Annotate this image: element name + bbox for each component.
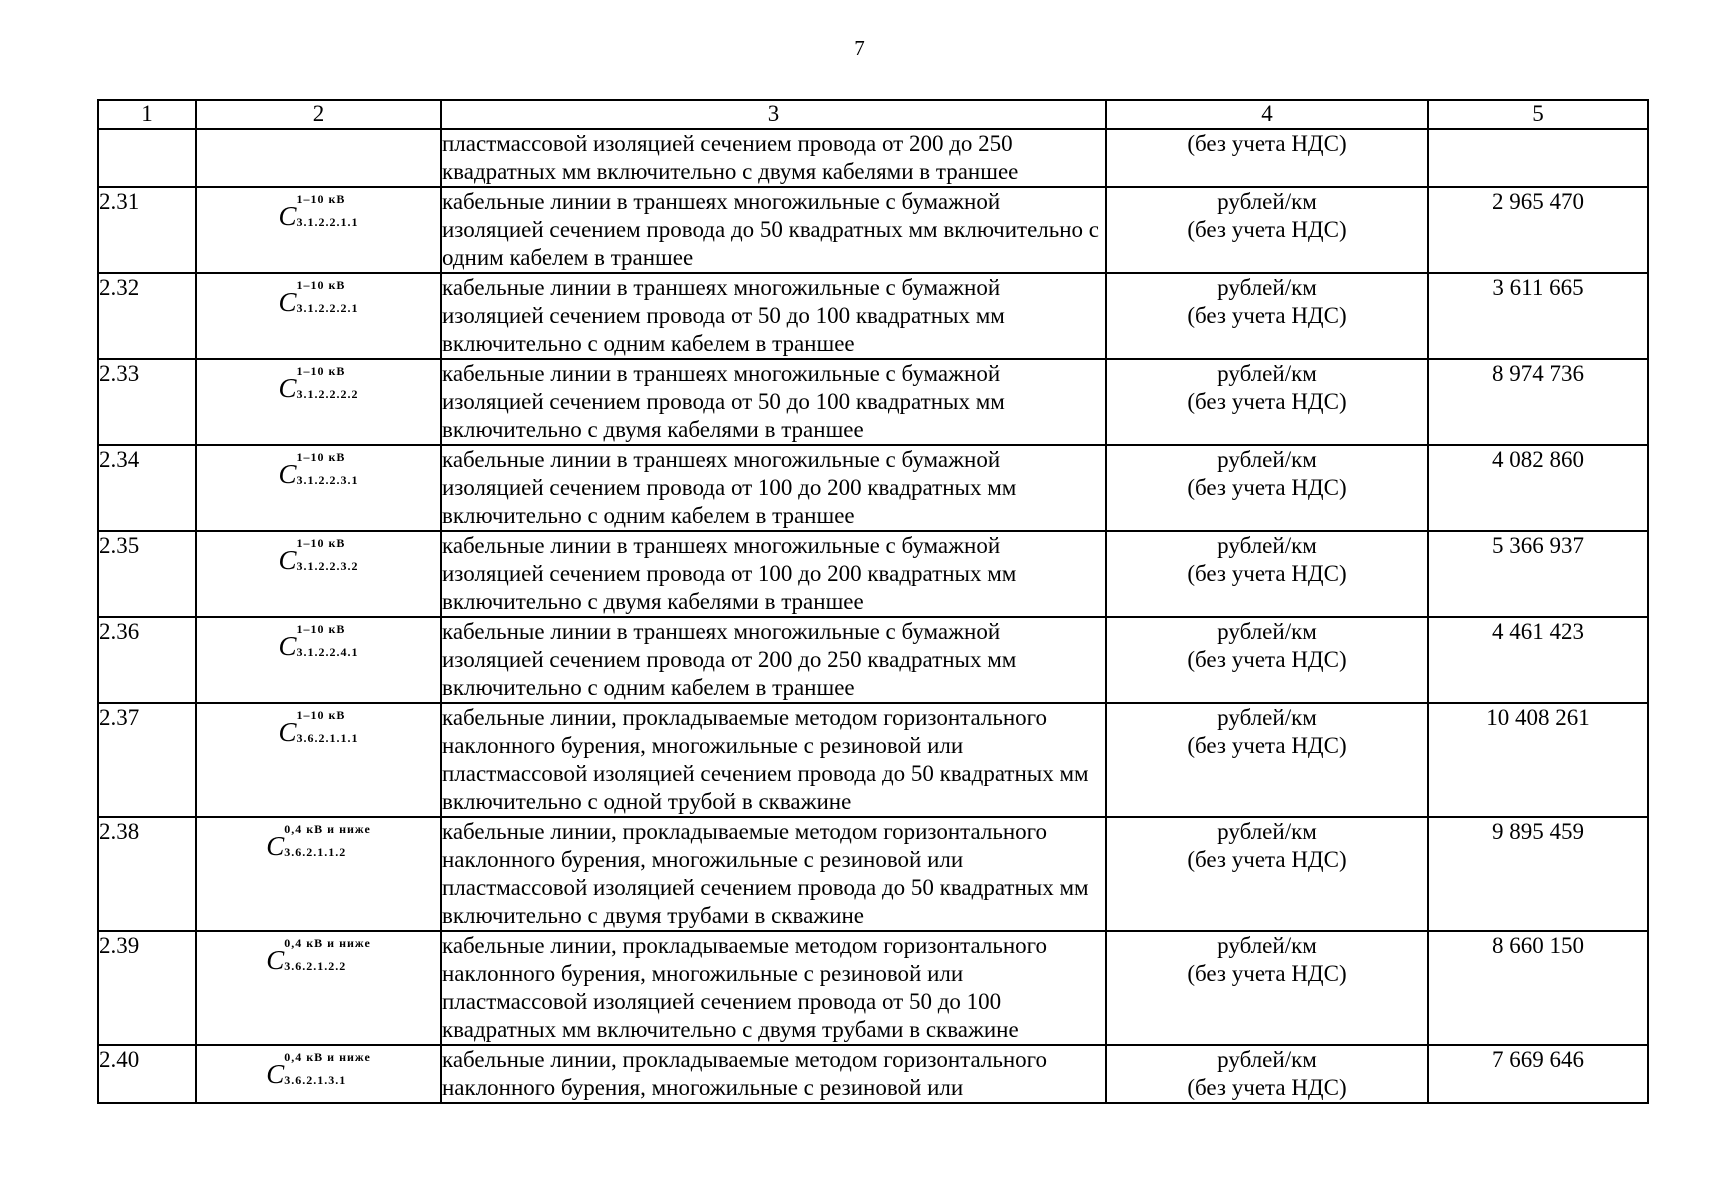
row-value <box>1428 129 1648 187</box>
unit-label: рублей/км <box>1217 619 1317 644</box>
row-number-text: 2.36 <box>99 619 140 644</box>
unit-vat-note: (без учета НДС) <box>1187 1075 1347 1100</box>
rate-code-voltage: 0,4 кВ и ниже <box>284 822 371 836</box>
rate-symbol: C <box>278 631 297 661</box>
table-row <box>98 273 1648 359</box>
rate-code-index: 3.6.2.1.3.1 <box>284 1073 347 1087</box>
row-description: кабельные линии в траншеях многожильные с бумажной изоляцией сечением провода от 200 до 250 квадратных мм включительно с одним кабелем в траншее <box>441 617 1106 703</box>
unit-label: рублей/км <box>1217 819 1317 844</box>
unit-vat-note: (без учета НДС) <box>1187 217 1347 242</box>
unit-label: (без учета НДС) <box>1187 131 1347 156</box>
row-description: пластмассовой изоляцией сечением провода от 200 до 250 квадратных мм включительно с двумя кабелями в траншее <box>441 129 1106 187</box>
rate-symbol: C <box>266 1059 285 1089</box>
row-number-text: 2.39 <box>99 933 140 958</box>
rate-code-voltage: 1–10 кВ <box>296 364 346 378</box>
row-description: кабельные линии в траншеях многожильные с бумажной изоляцией сечением провода до 50 квадратных мм включительно с одним кабелем в траншее <box>441 187 1106 273</box>
unit-label: рублей/км <box>1217 361 1317 386</box>
row-number-text: 2.40 <box>99 1047 140 1072</box>
row-value: 2 965 470 <box>1428 187 1648 273</box>
rate-symbol: C <box>278 287 297 317</box>
rate-code-voltage: 1–10 кВ <box>296 708 346 722</box>
rate-code-index: 3.6.2.1.1.1 <box>296 731 359 745</box>
rate-code <box>266 932 371 986</box>
rate-code-cell <box>196 617 441 703</box>
rate-symbol: C <box>278 201 297 231</box>
column-header: 2 <box>196 100 441 129</box>
rate-code <box>266 818 371 872</box>
row-number <box>98 703 196 817</box>
row-number-text: 2.37 <box>99 705 140 730</box>
row-description: кабельные линии, прокладываемые методом горизонтального наклонного бурения, многожильные с резиновой или <box>441 1045 1106 1103</box>
row-number <box>98 817 196 931</box>
table-row <box>98 129 1648 187</box>
rate-code-voltage: 0,4 кВ и ниже <box>284 936 371 950</box>
rate-code-cell <box>196 531 441 617</box>
row-value: 10 408 261 <box>1428 703 1648 817</box>
unit-vat-note: (без учета НДС) <box>1187 961 1347 986</box>
row-number <box>98 359 196 445</box>
table-row <box>98 817 1648 931</box>
row-unit <box>1106 273 1428 359</box>
table-row <box>98 931 1648 1045</box>
unit-label: рублей/км <box>1217 275 1317 300</box>
rate-code-index: 3.6.2.1.2.2 <box>284 959 347 973</box>
row-unit <box>1106 129 1428 187</box>
unit-label: рублей/км <box>1217 533 1317 558</box>
rate-code-index: 3.1.2.2.2.1 <box>296 301 359 315</box>
tariff-table <box>97 99 1649 1104</box>
unit-label: рублей/км <box>1217 705 1317 730</box>
row-number <box>98 129 196 187</box>
rate-code-cell <box>196 359 441 445</box>
rate-code <box>278 618 358 672</box>
row-description: кабельные линии, прокладываемые методом горизонтального наклонного бурения, многожильные с резиновой или пластмассовой изоляцией сечением провода до 50 квадратных мм включительно с одной трубой в скважине <box>441 703 1106 817</box>
row-unit <box>1106 617 1428 703</box>
row-description: кабельные линии в траншеях многожильные с бумажной изоляцией сечением провода от 50 до 100 квадратных мм включительно с двумя кабелями в траншее <box>441 359 1106 445</box>
unit-vat-note: (без учета НДС) <box>1187 847 1347 872</box>
column-header: 1 <box>98 100 196 129</box>
rate-code <box>266 1046 371 1100</box>
rate-code-cell <box>196 273 441 359</box>
rate-code-cell <box>196 187 441 273</box>
column-header: 5 <box>1428 100 1648 129</box>
row-description: кабельные линии в траншеях многожильные с бумажной изоляцией сечением провода от 100 до 200 квадратных мм включительно с двумя кабелями в траншее <box>441 531 1106 617</box>
row-unit <box>1106 445 1428 531</box>
rate-code <box>278 188 358 242</box>
rate-code-cell <box>196 129 441 187</box>
unit-label: рублей/км <box>1217 189 1317 214</box>
row-number <box>98 445 196 531</box>
row-unit <box>1106 187 1428 273</box>
unit-vat-note: (без учета НДС) <box>1187 303 1347 328</box>
row-number <box>98 273 196 359</box>
row-value: 4 461 423 <box>1428 617 1648 703</box>
rate-code-index: 3.1.2.2.3.1 <box>296 473 359 487</box>
row-description: кабельные линии в траншеях многожильные с бумажной изоляцией сечением провода от 100 до 200 квадратных мм включительно с одним кабелем в траншее <box>441 445 1106 531</box>
rate-symbol: C <box>278 717 297 747</box>
rate-symbol: C <box>278 373 297 403</box>
rate-code-voltage: 1–10 кВ <box>296 622 346 636</box>
rate-code <box>278 532 358 586</box>
row-number <box>98 187 196 273</box>
row-number-text: 2.38 <box>99 819 140 844</box>
row-unit <box>1106 531 1428 617</box>
rate-code-cell <box>196 931 441 1045</box>
unit-vat-note: (без учета НДС) <box>1187 733 1347 758</box>
row-number-text: 2.33 <box>99 361 140 386</box>
row-value: 5 366 937 <box>1428 531 1648 617</box>
row-number-text: 2.31 <box>99 189 140 214</box>
rate-symbol: C <box>266 945 285 975</box>
rate-code-voltage: 1–10 кВ <box>296 450 346 464</box>
row-unit <box>1106 359 1428 445</box>
unit-vat-note: (без учета НДС) <box>1187 475 1347 500</box>
table-row <box>98 703 1648 817</box>
row-value: 8 974 736 <box>1428 359 1648 445</box>
row-description: кабельные линии в траншеях многожильные с бумажной изоляцией сечением провода от 50 до 100 квадратных мм включительно с одним кабелем в траншее <box>441 273 1106 359</box>
unit-label: рублей/км <box>1217 447 1317 472</box>
rate-code-index: 3.1.2.2.4.1 <box>296 645 359 659</box>
table-row <box>98 531 1648 617</box>
row-unit <box>1106 931 1428 1045</box>
row-value: 3 611 665 <box>1428 273 1648 359</box>
rate-code-cell <box>196 703 441 817</box>
rate-code <box>278 704 358 758</box>
row-unit <box>1106 1045 1428 1103</box>
rate-code-voltage: 1–10 кВ <box>296 278 346 292</box>
row-value: 9 895 459 <box>1428 817 1648 931</box>
rate-code-voltage: 1–10 кВ <box>296 192 346 206</box>
rate-code-voltage: 1–10 кВ <box>296 536 346 550</box>
rate-code-index: 3.1.2.2.2.2 <box>296 387 359 401</box>
rate-code-cell <box>196 817 441 931</box>
rate-symbol: C <box>266 831 285 861</box>
rate-code <box>278 360 358 414</box>
table-row <box>98 1045 1648 1103</box>
table-row <box>98 187 1648 273</box>
unit-vat-note: (без учета НДС) <box>1187 647 1347 672</box>
row-number <box>98 617 196 703</box>
rate-code-voltage: 0,4 кВ и ниже <box>284 1050 371 1064</box>
row-number <box>98 1045 196 1103</box>
row-number-text: 2.35 <box>99 533 140 558</box>
row-number <box>98 531 196 617</box>
row-value: 4 082 860 <box>1428 445 1648 531</box>
rate-code <box>278 446 358 500</box>
column-header: 4 <box>1106 100 1428 129</box>
rate-code-cell <box>196 1045 441 1103</box>
rate-code-index: 3.6.2.1.1.2 <box>284 845 347 859</box>
table-body <box>98 129 1648 1103</box>
row-number-text: 2.32 <box>99 275 140 300</box>
row-unit <box>1106 703 1428 817</box>
table-row <box>98 359 1648 445</box>
rate-symbol: C <box>278 545 297 575</box>
row-value: 8 660 150 <box>1428 931 1648 1045</box>
row-unit <box>1106 817 1428 931</box>
row-number-text: 2.34 <box>99 447 140 472</box>
unit-vat-note: (без учета НДС) <box>1187 561 1347 586</box>
row-value: 7 669 646 <box>1428 1045 1648 1103</box>
table-header-row <box>98 100 1648 129</box>
row-description: кабельные линии, прокладываемые методом горизонтального наклонного бурения, многожильные с резиновой или пластмассовой изоляцией сечением провода от 50 до 100 квадратных мм включительно с двумя трубами в скважине <box>441 931 1106 1045</box>
rate-code-index: 3.1.2.2.3.2 <box>296 559 359 573</box>
page-number: 7 <box>854 36 865 60</box>
rate-code <box>278 274 358 328</box>
column-header: 3 <box>441 100 1106 129</box>
row-number <box>98 931 196 1045</box>
table-row <box>98 617 1648 703</box>
row-description: кабельные линии, прокладываемые методом горизонтального наклонного бурения, многожильные с резиновой или пластмассовой изоляцией сечением провода до 50 квадратных мм включительно с двумя трубами в скважине <box>441 817 1106 931</box>
unit-label: рублей/км <box>1217 1047 1317 1072</box>
rate-code-index: 3.1.2.2.1.1 <box>296 215 359 229</box>
unit-label: рублей/км <box>1217 933 1317 958</box>
rate-code-cell <box>196 445 441 531</box>
unit-vat-note: (без учета НДС) <box>1187 389 1347 414</box>
rate-symbol: C <box>278 459 297 489</box>
table-row <box>98 445 1648 531</box>
